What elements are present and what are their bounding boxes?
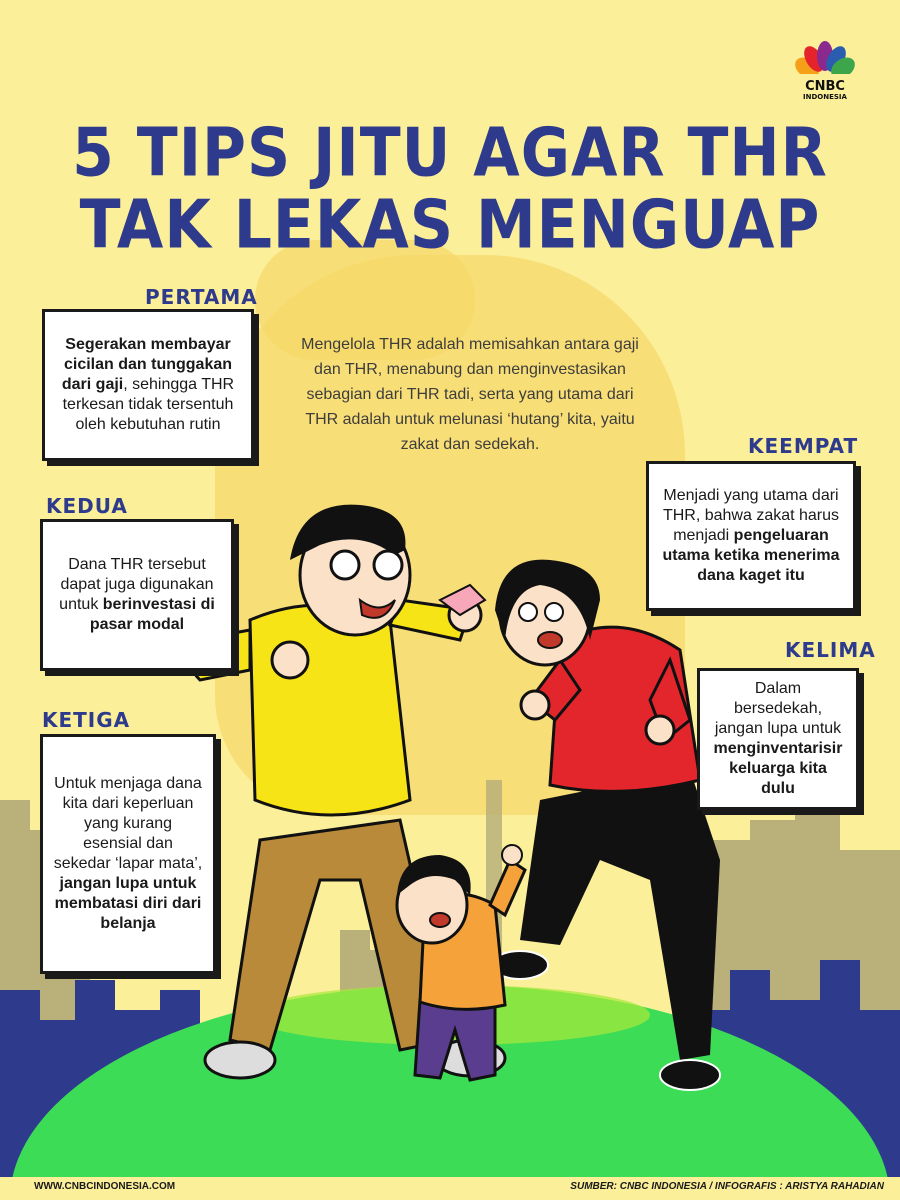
tip-label-ketiga: KETIGA bbox=[42, 708, 131, 732]
footer-credit: SUMBER: CNBC INDONESIA / INFOGRAFIS : ARISTYA RAHADIAN bbox=[570, 1181, 884, 1192]
footer-website[interactable]: WWW.CNBCINDONESIA.COM bbox=[34, 1181, 176, 1192]
tip-box-kedua bbox=[40, 519, 234, 671]
tip-bold-keempat: pengeluaran utama ketika menerima dana kaget itu bbox=[662, 527, 840, 584]
tip-label-pertama: PERTAMA bbox=[145, 285, 258, 309]
tip-text-kelima bbox=[710, 679, 846, 799]
tip-text-kedua bbox=[53, 555, 221, 635]
tip-bold-ketiga: jangan lupa untuk membatasi diri dari belanja bbox=[54, 875, 202, 932]
woman-figure bbox=[492, 560, 720, 1090]
tip-normal-pertama: , sehingga THR terkesan tidak tersentuh oleh kebutuhan rutin bbox=[62, 376, 235, 433]
tip-normal-keempat: Menjadi yang utama dari THR, bahwa zakat harus menjadi bbox=[662, 487, 840, 544]
tip-bold-kelima: menginventarisir keluarga kita dulu bbox=[713, 740, 843, 797]
tip-label-kedua: KEDUA bbox=[46, 494, 128, 518]
tip-label-keempat: KEEMPAT bbox=[748, 434, 859, 458]
tip-text-keempat bbox=[659, 486, 843, 586]
tip-bold-kedua: berinvestasi di pasar modal bbox=[89, 596, 215, 633]
tip-normal-ketiga: Untuk menjaga dana kita dari keperluan yang kurang esensial dan sekedar ‘lapar mata’, bbox=[53, 775, 203, 872]
tip-box-pertama bbox=[42, 309, 254, 461]
page-title-line1: 5 TIPS JITU AGAR THR bbox=[72, 113, 828, 193]
tip-text-pertama bbox=[55, 335, 241, 435]
tip-normal-kelima: Dalam bersedekah, jangan lupa untuk bbox=[714, 680, 842, 737]
logo-subtext: INDONESIA bbox=[803, 93, 847, 101]
tip-box-kelima bbox=[697, 668, 859, 810]
page-title-line2: TAK LEKAS MENGUAP bbox=[79, 185, 821, 265]
tip-label-kelima: KELIMA bbox=[785, 638, 876, 662]
tip-box-keempat bbox=[646, 461, 856, 611]
peacock-icon bbox=[785, 40, 865, 82]
logo-text: CNBC bbox=[805, 79, 845, 94]
cnbc-logo bbox=[785, 40, 865, 106]
tip-bold-pertama: Segerakan membayar cicilan dan tunggakan dari gaji bbox=[61, 336, 233, 393]
tip-text-ketiga bbox=[53, 774, 203, 934]
footer bbox=[0, 1177, 900, 1200]
intro-text: Mengelola THR adalah memisahkan antara gaji dan THR, menabung dan menginvestasikan sebagian dari THR tadi, serta yang utama dari THR adalah untuk melunasi ‘hutang’ kita, yaitu zakat dan sedekah. bbox=[301, 336, 639, 453]
tip-box-ketiga bbox=[40, 734, 216, 974]
tip-normal-kedua: Dana THR tersebut dapat juga digunakan untuk bbox=[59, 556, 214, 613]
